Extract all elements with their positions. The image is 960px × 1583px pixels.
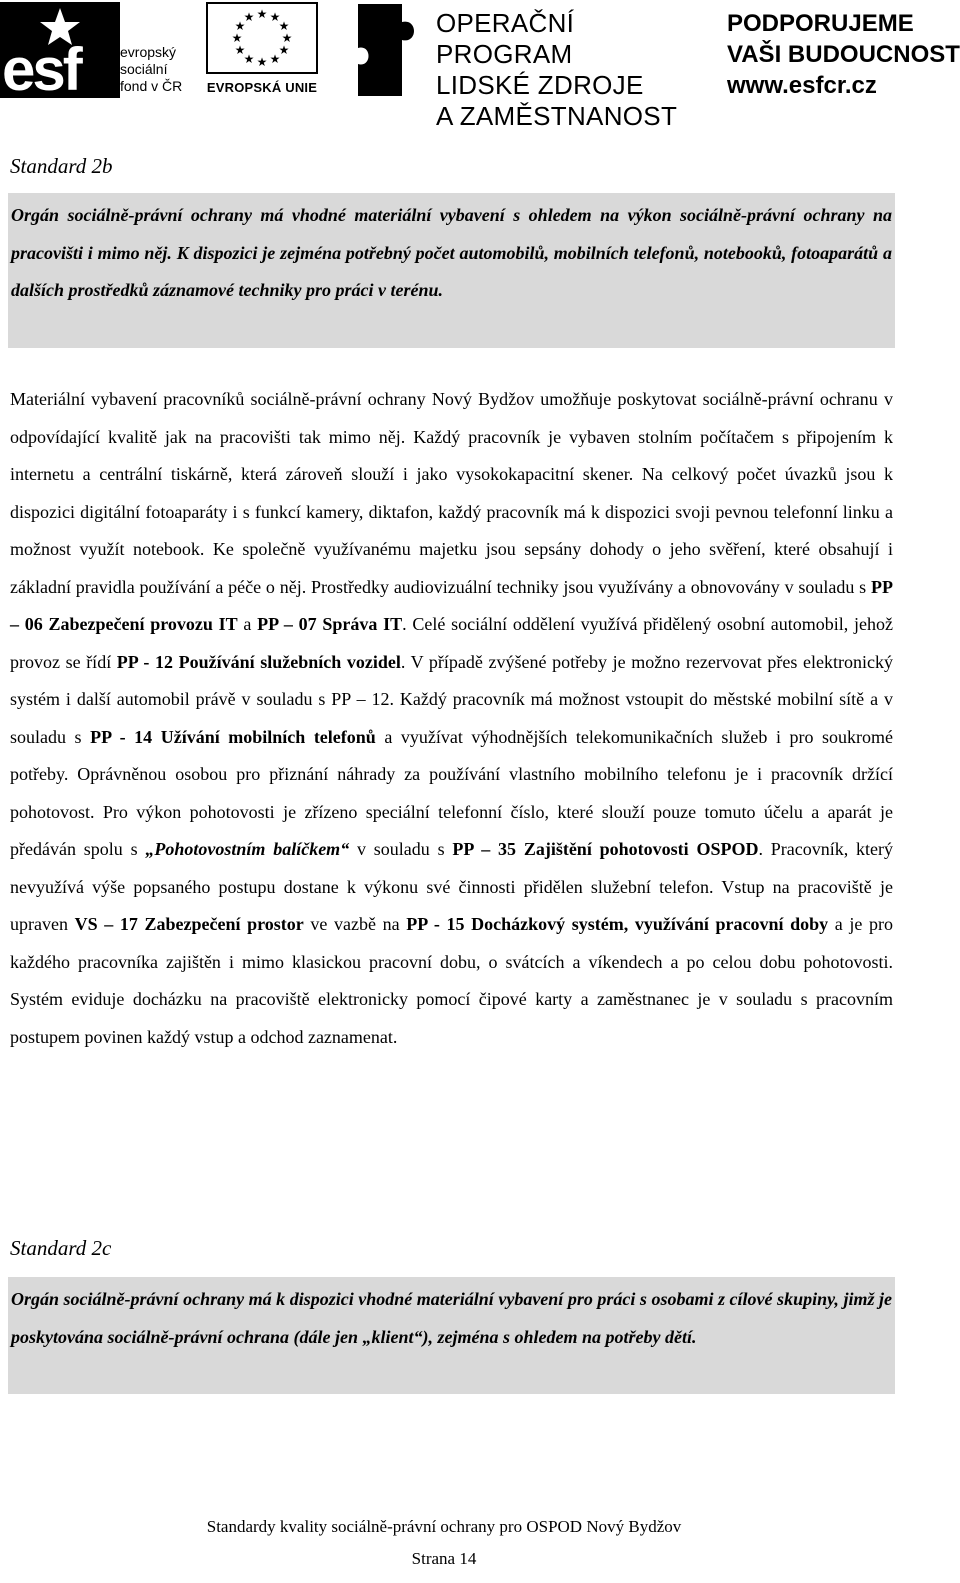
body-paragraph <box>10 381 893 1056</box>
program-line: LIDSKÉ ZDROJE <box>436 70 644 100</box>
page-number: Strana 14 <box>411 1549 477 1568</box>
standard-2c-box <box>8 1277 895 1394</box>
body-text-segment: a je pro každého pracovníka zajištěn i mimo klasickou pracovní dobu, o svátcích a víkendech a po celou dobu pohotovosti. Systém eviduje docházku na pracoviště elektronicky pomocí čipové karty a zaměstnanec je v souladu s pracovním postupem povinen každý vstup a odchod zaznamenat. <box>10 914 893 1047</box>
emphasis-text: „Pohotovostním balíčkem“ <box>145 839 350 859</box>
body-text-segment: Materiální vybavení pracovníků sociálně-právní ochrany Nový Bydžov umožňuje poskytovat sociálně-právní ochranu v odpovídající kvalitě jak na pracovišti tak mimo něj. Každý pracovník je vybaven stolním počítačem s připojením k internetu a centrální tiskárně, která zároveň slouží i jako vysokokapacitní skener. Na celkový počet úvazků jsou k dispozici digitální fotoaparáty i s funkcí kamery, diktafon, každý pracovník má k dispozici svoji pevnou telefonní linku a možnost využít notebook. Ke společně využívanému majetku jsou sepsány dohody o jeho svěření, které obsahují i základní pravidla používání a péče o něj. Prostředky audiovizuální techniky jsou využívány a obnovovány v souladu s <box>10 389 893 597</box>
body-text-segment: . V případě zvýšené potřeby je možno rezervovat přes elektronický systém i další automobil právě v souladu s PP – 12. Každý pracovník má možnost vstoupit do městské mobilní sítě a v souladu s <box>10 651 893 747</box>
esf-logo <box>0 2 120 98</box>
svg-text:★: ★ <box>231 31 243 45</box>
website-link[interactable]: www.esfcr.cz <box>727 72 877 99</box>
esf-line: sociální <box>120 61 168 77</box>
reference-text: VS – 17 Zabezpečení prostor <box>74 914 304 934</box>
svg-text:★: ★ <box>243 52 255 66</box>
esf-line: fond v ČR <box>120 78 183 94</box>
svg-text:★: ★ <box>278 43 290 57</box>
esf-caption <box>120 44 200 95</box>
support-slogan <box>727 8 960 101</box>
svg-text:★: ★ <box>234 19 246 33</box>
body-text-segment: . Pracovník, který nevyužívá výše popsaného postupu dostane k výkonu své činnosti přidělen služební telefon. Vstup na pracoviště je upraven <box>10 839 894 934</box>
body-text-segment: ve vazbě na <box>303 914 407 934</box>
svg-text:★: ★ <box>269 52 281 66</box>
standard-2c-heading: Standard 2c <box>10 1236 112 1260</box>
program-title <box>436 8 706 132</box>
svg-text:★: ★ <box>243 10 255 24</box>
standard-2b-heading: Standard 2b <box>10 154 113 178</box>
eu-flag-icon <box>206 2 318 74</box>
program-line: OPERAČNÍ PROGRAM <box>436 8 575 69</box>
eu-logo <box>204 0 320 100</box>
eu-label: EVROPSKÁ UNIE <box>206 80 318 95</box>
reference-text: PP - 15 Docházkový systém, využívání pracovní doby <box>406 914 829 934</box>
svg-text:★: ★ <box>278 19 290 33</box>
puzzle-icon <box>358 4 428 96</box>
esf-logo-text: esf <box>2 36 80 98</box>
reference-text: PP – 06 Zabezpečení provozu IT <box>10 576 893 634</box>
body-text-segment: a <box>237 614 258 634</box>
svg-text:★: ★ <box>256 55 268 69</box>
support-line: PODPORUJEME <box>727 10 914 37</box>
reference-text: PP - 12 Používání služebních vozidel <box>116 651 401 672</box>
svg-text:★: ★ <box>234 43 246 57</box>
footer-title: Standardy kvality sociálně-právní ochrany pro OSPOD Nový Bydžov <box>206 1517 682 1536</box>
reference-text: PP - 14 Užívání mobilních telefonů <box>90 726 376 747</box>
program-line: A ZAMĚSTNANOST <box>436 101 678 131</box>
reference-text: PP – 35 Zajištění pohotovosti OSPOD <box>452 839 759 859</box>
support-line: VAŠI BUDOUCNOST <box>727 41 960 68</box>
svg-text:★: ★ <box>281 31 293 45</box>
page-header <box>0 0 960 131</box>
body-text-segment: . Celé sociální oddělení využívá přidělený osobní automobil, jehož provoz se řídí <box>10 614 893 672</box>
standard-2b-text: Orgán sociálně-právní ochrany má vhodné materiální vybavení s ohledem na výkon sociálně-právní ochrany na pracovišti i mimo něj. K dispozici je zejména potřebný počet automobilů, mobilních telefonů, notebooků, fotoaparátů a dalších prostředků záznamové techniky pro práci v terénu. <box>11 205 892 300</box>
standard-2b-box <box>8 193 895 348</box>
svg-text:★: ★ <box>269 10 281 24</box>
svg-text:★: ★ <box>256 7 268 21</box>
reference-text: PP – 07 Správa IT <box>257 614 403 634</box>
body-text-segment: a využívat výhodnějších telekomunikačních služeb i pro soukromé potřeby. Oprávněnou osobou pro přiznání náhrady za používání vlastního mobilního telefonu je i pracovník držící pohotovost. Pro výkon pohotovosti je zřízeno speciální telefonní číslo, které slouží pouze tomuto účelu a aparát je předáván spolu s <box>10 726 894 859</box>
body-text-segment: v souladu s <box>349 839 453 859</box>
standard-2c-text: Orgán sociálně-právní ochrany má k dispozici vhodné materiální vybavení pro práci s osobami z cílové skupiny, jimž je poskytována sociálně-právní ochrana (dále jen „klient“), zejména s ohledem na potřeby dětí. <box>11 1289 892 1347</box>
esf-line: evropský <box>120 44 177 60</box>
